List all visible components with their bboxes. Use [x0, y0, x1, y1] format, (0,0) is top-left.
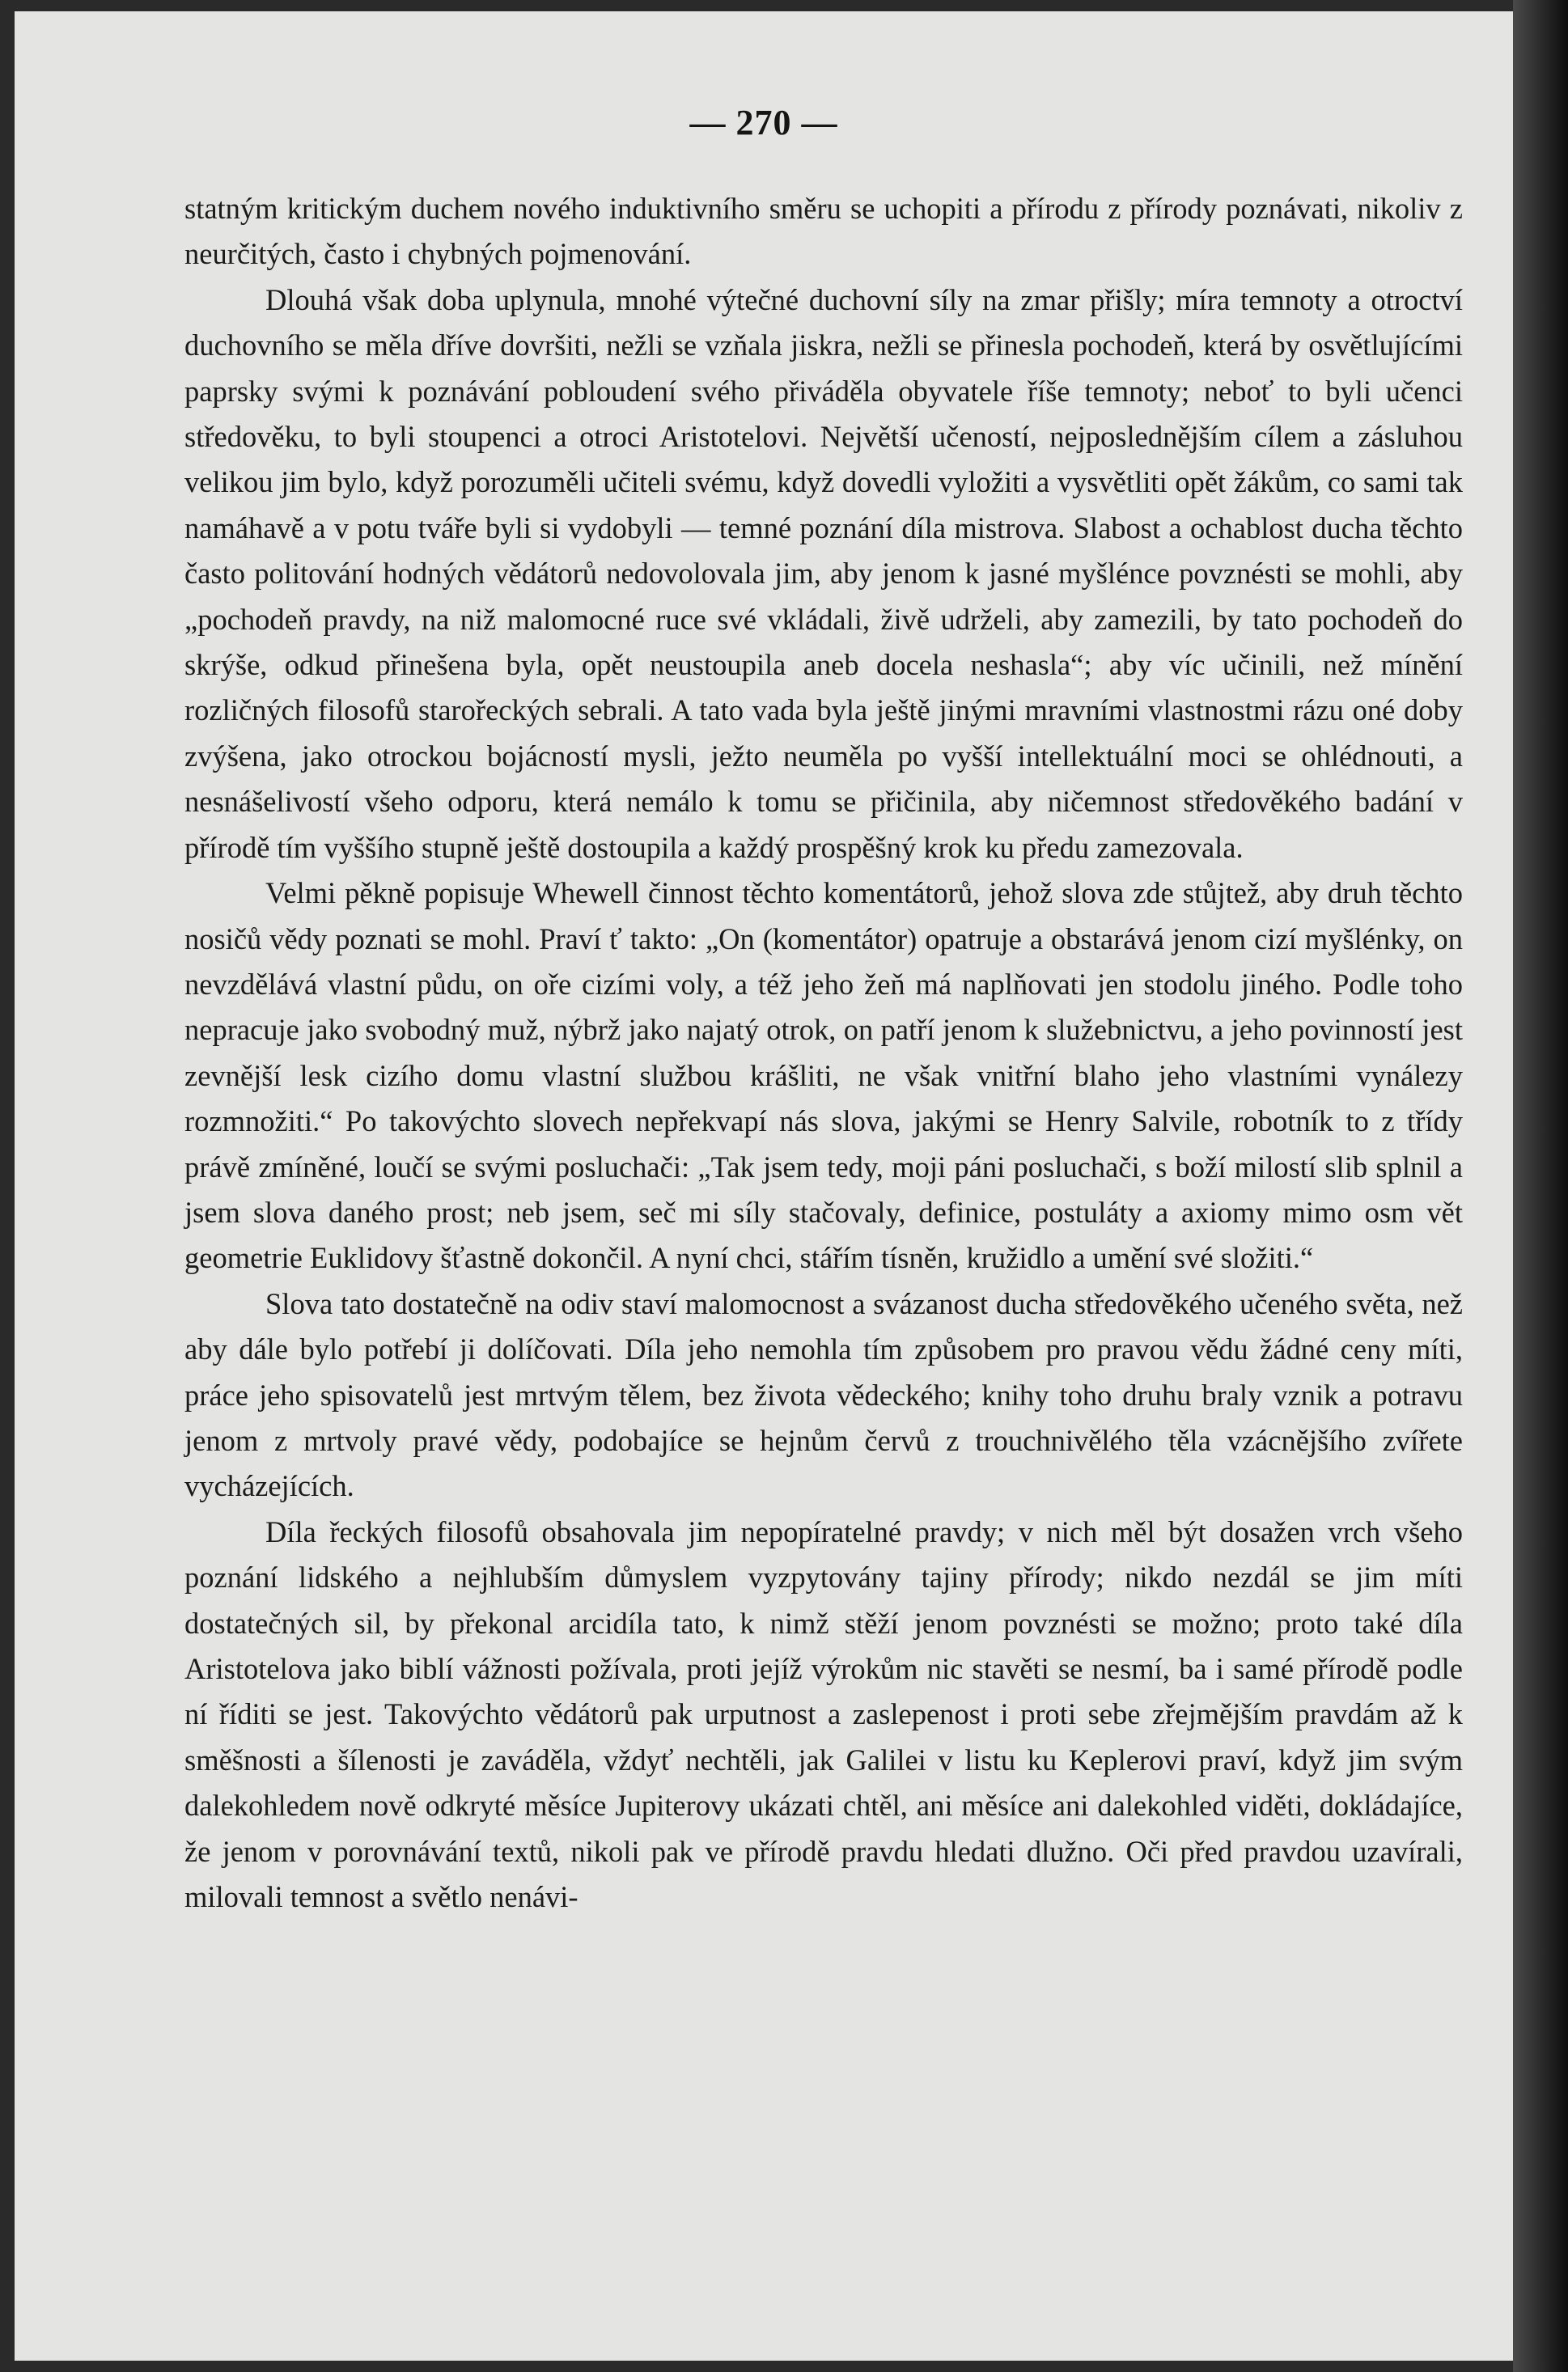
paragraph: Slova tato dostatečně na odiv staví malomocnost a svázanost ducha středověkého učeného světa, než aby dále bylo potřebí ji dolíčovati. Díla jeho nemohla tím způsobem pro pravou vědu žádné ceny míti, práce jeho spisovatelů jest mrtvým tělem, bez života vědeckého; knihy toho druhu braly vznik a potravu jenom z mrtvoly pravé vědy, podobajíce se hejnům červů z trouchnivělého těla vzácnějšího zvířete vycházejících.: [184, 1286, 1463, 1503]
body-text: [184, 186, 1463, 1920]
paragraph: Dlouhá však doba uplynula, mnohé výtečné duchovní síly na zmar přišly; míra temnoty a otroctví duchovního se měla dříve dovršiti, nežli se vzňala jiskra, nežli se přinesla pochodeň, která by osvětlujícími paprsky svými k poznávání pobloudení svého přiváděla obyvatele říše temnoty; neboť to byli učenci středověku, to byli stoupenci a otroci Aristotelovi. Největší učeností, nejposlednějším cílem a zásluhou velikou jim bylo, když porozuměli učiteli svému, když dovedli vyložiti a vysvětliti opět žákům, co sami tak namáhavě a v potu tváře byli si vydobyli — temné poznání díla mistrova. Slabost a ochablost ducha těchto často politování hodných vědátorů nedovolovala jim, aby jenom k jasné myšlénce povznésti se mohli, aby „pochodeň pravdy, na niž malomocné ruce své vkládali, živě udrželi, aby zamezili, by tato pochodeň do skrýše, odkud přinešena byla, opět neustoupila aneb docela neshasla“; aby víc učinili, než mínění rozličných filosofů starořeckých sebrali. A tato vada byla ještě jinými mravními vlastnostmi rázu oné doby zvýšena, jako otrockou bojácností mysli, ježto neuměla po vyšší intellektuální moci se ohlédnouti, a nesnášelivostí všeho odporu, která nemálo k tomu se přičinila, aby ničemnost středověkého badání v přírodě tím vyššího stupně ještě dostoupila a každý prospěšný krok ku předu zamezovala.: [184, 282, 1463, 864]
page-edge-shadow: [1513, 0, 1568, 2372]
page-number: — 270 —: [689, 103, 838, 142]
paragraph-continuation: statným kritickým duchem nového induktivního směru se uchopiti a přírodu z přírody poznávati, nikoliv z neurčitých, často i chybných pojmenování.: [184, 192, 1463, 271]
book-page: [15, 11, 1513, 2361]
paragraph: Velmi pěkně popisuje Whewell činnost těchto komentátorů, jehož slova zde stůjtež, aby druh těchto nosičů vědy poznati se mohl. Praví ť takto: „On (komentátor) opatruje a obstarává jenom cizí myšlénky, on nevzdělává vlastní půdu, on oře cizími voly, a též jeho žeň má naplňovati jen stodolu jiného. Podle toho nepracuje jako svobodný muž, nýbrž jako najatý otrok, on patří jenom k služebnictvu, a jeho povinností jest zevnější lesk cizího domu vlastní službou krášliti, ne však vnitřní blaho jeho vlastními vynálezy rozmnožiti.“ Po takovýchto slovech nepřekvapí nás slova, jakými se Henry Salvile, robotník to z třídy právě zmíněné, loučí se svými posluchači: „Tak jsem tedy, moji páni posluchači, s boží milostí slib splnil a jsem slova daného prost; neb jsem, seč mi síly stačovaly, definice, postuláty a axiomy mimo osm vět geometrie Euklidovy šťastně dokončil. A nyní chci, stářím tísněn, kružidlo a umění své složiti.“: [184, 876, 1463, 1275]
paragraph: Díla řeckých filosofů obsahovala jim nepopíratelné pravdy; v nich měl být dosažen vrch všeho poznání lidského a nejhlubším důmyslem vyzpytovány tajiny přírody; nikdo nezdál se jim míti dostatečných sil, by překonal arcidíla tato, k nimž stěží jenom povznésti se možno; proto také díla Aristotelova jako biblí vážnosti požívala, proti jejíž výrokům nic stavěti se nesmí, ba i samé přírodě podle ní říditi se jest. Takovýchto vědátorů pak urputnost a zaslepenost i proti sebe zřejmějším pravdám až k směšnosti a šílenosti je zaváděla, vždyť nechtěli, jak Galilei v listu ku Keplerovi praví, když jim svým dalekohledem nově odkryté měsíce Jupiterovy ukázati chtěl, ani měsíce ani dalekohled viděti, dokládajíce, že jenom v porovnávání textů, nikoli pak ve přírodě pravdu hledati dlužno. Oči před pravdou uzavírali, milovali temnost a světlo nenávi-: [184, 1514, 1463, 1914]
